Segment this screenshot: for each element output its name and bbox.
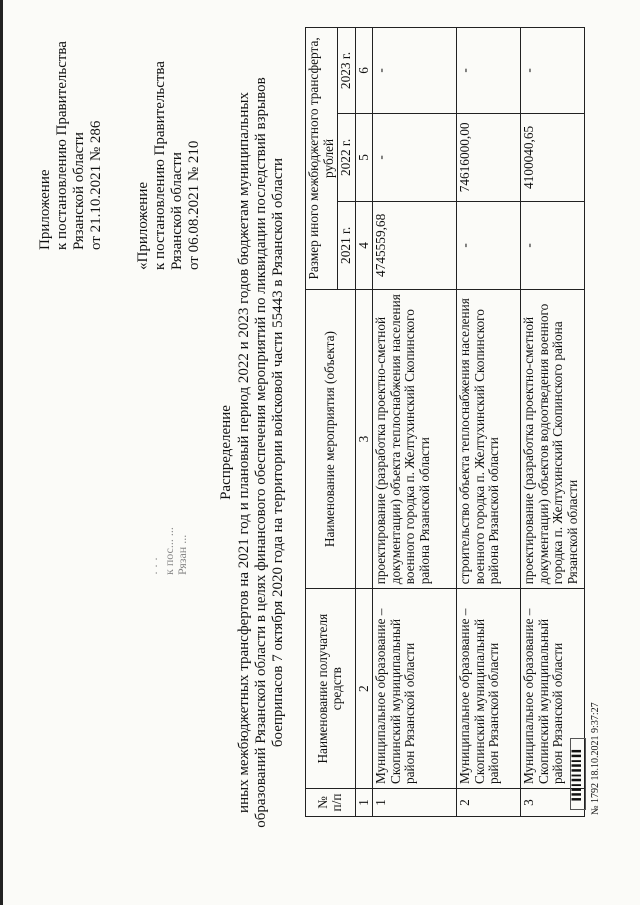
document-title-line2: образований Рязанской области в целях финансового обеспечения мероприятий по ликвидации последствий взрывов	[253, 77, 269, 828]
transfers-table	[305, 27, 585, 817]
table-row	[521, 28, 585, 817]
row-amount-2023: -	[521, 28, 585, 114]
appendix-current-line2: к постановлению Правительства	[54, 41, 70, 250]
col-header-amount: Размер иного межбюджетного трансферта, рублей	[306, 28, 338, 290]
barcode-stamp: ▌▌▌▍▌▍▌▌▍▌▌	[570, 738, 586, 810]
row-amount-2023: -	[457, 28, 521, 114]
row-amount-2022: 4100040,65	[521, 113, 585, 201]
row-amount-2021: -	[521, 201, 585, 289]
row-recipient: Муниципальное образование – Скопинский муниципальный район Рязанской области	[457, 589, 521, 789]
index-row	[355, 28, 373, 817]
index-cell: 6	[355, 28, 373, 114]
col-header-event: Наименование мероприятия (объекта)	[306, 289, 356, 588]
row-recipient: Муниципальное образование – Скопинский муниципальный район Рязанской области	[373, 589, 457, 789]
index-cell: 4	[355, 201, 373, 289]
appendix-previous-date: от 06.08.2021 № 210	[186, 140, 202, 270]
row-amount-2023: -	[373, 28, 457, 114]
row-amount-2022: 74616000,00	[457, 113, 521, 201]
col-header-num: № п/п	[306, 789, 356, 817]
col-header-year-2021: 2021 г.	[338, 201, 356, 289]
registration-stamp: № 1792 18.10.2021 9:37:27	[590, 702, 601, 815]
col-header-recipient: Наименование получателя средств	[306, 589, 356, 789]
row-num: 2	[457, 789, 521, 817]
row-num: 3	[521, 789, 585, 817]
appendix-current-line3: Рязанской области	[71, 132, 87, 250]
appendix-previous-line2: к постановлению Правительства	[152, 61, 168, 270]
bleed-through-text: · · · к пос... ... Рязан ...	[149, 527, 189, 575]
index-cell: 2	[355, 589, 373, 789]
row-amount-2021: -	[457, 201, 521, 289]
row-recipient: Муниципальное образование – Скопинский муниципальный район Рязанской области	[521, 589, 585, 789]
index-cell: 1	[355, 789, 373, 817]
scan-edge	[0, 0, 3, 905]
row-event: проектирование (разработка проектно-сметной документации) объекта теплоснабжения населения военного городка п. Желтухинский Скопинского района Рязанской области	[373, 289, 457, 588]
appendix-current-date: от 21.10.2021 № 286	[88, 120, 104, 250]
row-amount-2021: 4745559,68	[373, 201, 457, 289]
index-cell: 3	[355, 289, 373, 588]
appendix-previous-line1: «Приложение	[135, 181, 151, 270]
index-cell: 5	[355, 113, 373, 201]
appendix-current-line1: Приложение	[37, 169, 53, 250]
row-num: 1	[373, 789, 457, 817]
row-event: проектирование (разработка проектно-сметной документации) объектов водоотведения военного городка п. Желтухинский Скопинского района Рязанской области	[521, 289, 585, 588]
row-event: строительство объекта теплоснабжения населения военного городка п. Желтухинский Скопинского района Рязанской области	[457, 289, 521, 588]
table-row	[373, 28, 457, 817]
col-header-year-2022: 2022 г.	[338, 113, 356, 201]
document-title-line3: боеприпасов 7 октября 2020 года на территории войсковой части 55443 в Рязанской области	[270, 157, 286, 748]
col-header-year-2023: 2023 г.	[338, 28, 356, 114]
row-amount-2022: -	[373, 113, 457, 201]
table-row	[457, 28, 521, 817]
appendix-previous-line3: Рязанской области	[169, 152, 185, 270]
document-heading: Распределение	[218, 405, 234, 500]
document-title-line1: иных межбюджетных трансфертов на 2021 год и плановый период 2022 и 2023 годов бюджетам муниципальных	[236, 92, 252, 813]
